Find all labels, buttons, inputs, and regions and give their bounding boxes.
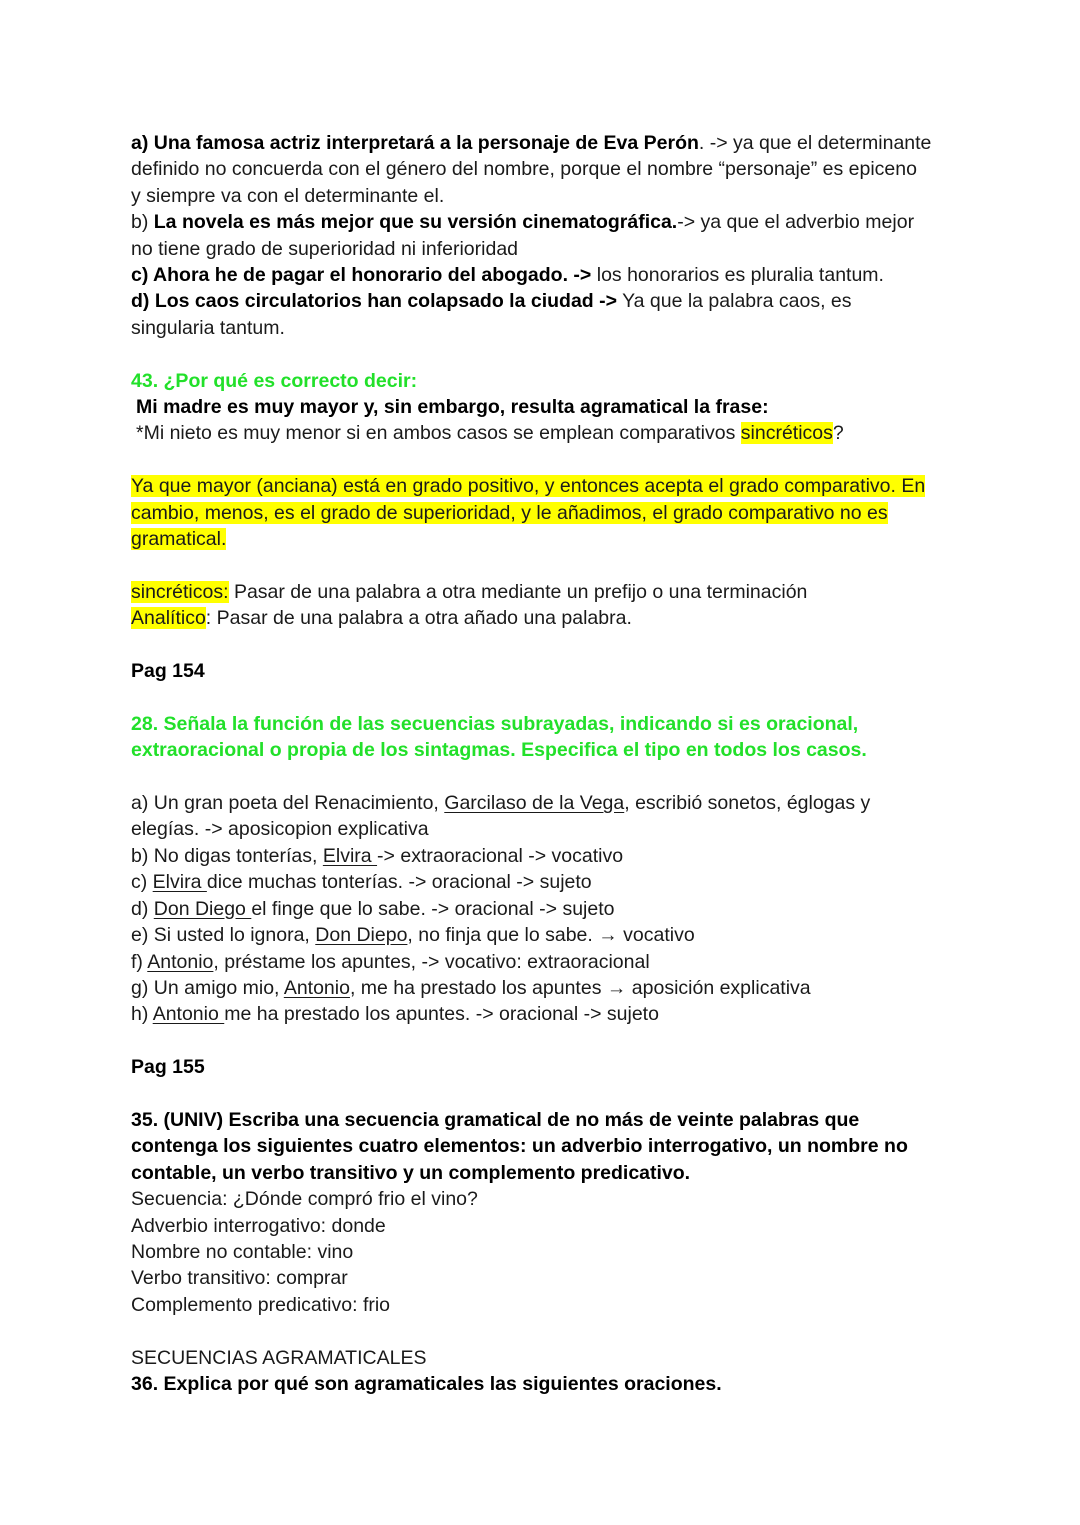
q28-item-g bbox=[131, 975, 971, 1001]
text: -> extraoracional -> vocativo bbox=[377, 844, 624, 867]
text: , no finja que lo sabe. → vocativo bbox=[407, 924, 695, 947]
q43-answer-text: gramatical. bbox=[131, 528, 227, 551]
q35-heading-line3: contable, un verbo transitivo y un complemento predicativo. bbox=[131, 1161, 691, 1184]
q28-heading-line2: extraoracional o propia de los sintagmas. Especifica el tipo en todos los casos. bbox=[131, 739, 867, 762]
definition-text: : Pasar de una palabra a otra añado una palabra. bbox=[205, 607, 632, 630]
underlined-sequence: Don Diepo bbox=[315, 924, 408, 947]
document-page bbox=[131, 130, 971, 1397]
item-a-rest: . -> ya que el determinante bbox=[698, 132, 932, 154]
item-d bbox=[131, 288, 971, 314]
spacer bbox=[131, 632, 971, 658]
underlined-sequence: Elvira bbox=[152, 871, 207, 894]
spacer bbox=[131, 1028, 971, 1054]
text: h) bbox=[131, 1003, 153, 1026]
q43-line3-pre: *Mi nieto es muy menor si en ambos casos se emplean comparativos bbox=[136, 422, 741, 445]
q43-bold-line: Mi madre es muy mayor y, sin embargo, resulta agramatical la frase: bbox=[136, 396, 769, 419]
text: b) No digas tonterías, bbox=[131, 844, 323, 867]
q36-heading: 36. Explica por qué son agramaticales las siguientes oraciones. bbox=[131, 1372, 722, 1395]
q28-item-e bbox=[131, 922, 971, 948]
definition-sincreticos bbox=[131, 579, 971, 605]
text: dice muchas tonterías. -> oracional -> sujeto bbox=[206, 871, 592, 894]
item-d-rest: Ya que la palabra caos, es bbox=[617, 290, 852, 313]
underlined-sequence: Elvira bbox=[322, 844, 378, 867]
q43-answer-text: Ya que mayor (anciana) está en grado positivo, y entonces acepta el grado comparativo. En bbox=[131, 475, 926, 498]
underlined-sequence: Garcilaso de la Vega bbox=[444, 792, 625, 815]
q35-heading-line2: contenga los siguientes cuatro elementos: un adverbio interrogativo, un nombre no bbox=[131, 1135, 908, 1158]
item-a-line3: y siempre va con el determinante el. bbox=[131, 184, 445, 207]
spacer bbox=[131, 684, 971, 710]
item-b-bold: La novela es más mejor que su versión cinematográfica. bbox=[153, 211, 678, 234]
q43-line3-post: ? bbox=[832, 422, 844, 445]
text: f) bbox=[131, 950, 148, 973]
q43-heading: 43. ¿Por qué es correcto decir: bbox=[131, 369, 418, 392]
q28-item-b bbox=[131, 843, 971, 869]
q28-item-a bbox=[131, 790, 971, 816]
q28-item-h bbox=[131, 1001, 971, 1027]
section-title: SECUENCIAS AGRAMATICALES bbox=[131, 1346, 427, 1369]
q43-highlight-sincreticos: sincréticos bbox=[740, 422, 833, 445]
item-c-bold: c) Ahora he de pagar el honorario del abogado. -> bbox=[131, 264, 592, 287]
text: g) Un amigo mio, bbox=[131, 976, 284, 999]
text: e) Si usted lo ignora, bbox=[131, 924, 316, 947]
text: , escribió sonetos, églogas y bbox=[624, 792, 871, 815]
underlined-sequence: Antonio bbox=[152, 1003, 225, 1026]
item-d-bold: d) Los caos circulatorios han colapsado la ciudad -> bbox=[131, 290, 617, 313]
q43-answer-text: cambio, menos, es el grado de superioridad, y le añadimos, el grado comparativo no es bbox=[131, 501, 888, 524]
q35-heading-line1: 35. (UNIV) Escriba una secuencia gramatical de no más de veinte palabras que bbox=[131, 1108, 860, 1131]
item-a bbox=[131, 130, 971, 156]
q35-adverbio: Adverbio interrogativo: donde bbox=[131, 1214, 386, 1237]
text: el finge que lo sabe. -> oracional -> sujeto bbox=[251, 897, 615, 920]
text: a) Un gran poeta del Renacimiento, bbox=[131, 792, 445, 815]
definition-text: Pasar de una palabra a otra mediante un prefijo o una terminación bbox=[228, 580, 808, 603]
definition-term: Analítico bbox=[131, 607, 206, 630]
underlined-sequence: Antonio bbox=[283, 976, 350, 999]
spacer bbox=[131, 552, 971, 578]
item-c bbox=[131, 262, 971, 288]
q28-item-d bbox=[131, 896, 971, 922]
item-c-rest: los honorarios es pluralia tantum. bbox=[591, 264, 884, 287]
text: c) bbox=[131, 871, 153, 894]
q35-complemento: Complemento predicativo: frio bbox=[131, 1293, 391, 1316]
q35-secuencia: Secuencia: ¿Dónde compró frio el vino? bbox=[131, 1188, 478, 1211]
item-d-line2: singularia tantum. bbox=[131, 316, 285, 339]
q35-nombre: Nombre no contable: vino bbox=[131, 1240, 354, 1263]
page-ref-154: Pag 154 bbox=[131, 660, 205, 683]
spacer bbox=[131, 447, 971, 473]
text: , préstame los apuntes, -> vocativo: extraoracional bbox=[213, 950, 650, 973]
underlined-sequence: Antonio bbox=[147, 950, 214, 973]
item-a-bold: a) Una famosa actriz interpretará a la personaje de Eva Perón bbox=[131, 132, 699, 154]
underlined-sequence: Don Diego bbox=[153, 897, 252, 920]
item-b-rest: -> ya que el adverbio mejor bbox=[677, 211, 915, 234]
page-ref-155: Pag 155 bbox=[131, 1056, 205, 1079]
spacer bbox=[131, 1081, 971, 1107]
q43-answer-line2 bbox=[131, 500, 971, 526]
text: me ha prestado los apuntes. -> oracional -> sujeto bbox=[224, 1003, 659, 1026]
text: , me ha prestado los apuntes → aposición explicativa bbox=[349, 976, 811, 999]
q28-item-c bbox=[131, 869, 971, 895]
spacer bbox=[131, 341, 971, 367]
item-b bbox=[131, 209, 971, 235]
item-b-prefix: b) bbox=[131, 211, 154, 234]
item-a-line2: definido no concuerda con el género del nombre, porque el nombre “personaje” es epiceno bbox=[131, 158, 917, 181]
q28-item-a-line2: elegías. -> aposicopion explicativa bbox=[131, 818, 429, 841]
q28-item-f bbox=[131, 949, 971, 975]
q43-answer-line3 bbox=[131, 526, 971, 552]
text: d) bbox=[131, 897, 154, 920]
q35-verbo: Verbo transitivo: comprar bbox=[131, 1267, 348, 1290]
spacer bbox=[131, 764, 971, 790]
q43-answer-line1 bbox=[131, 473, 971, 499]
definition-term: sincréticos: bbox=[131, 580, 229, 603]
item-b-line2: no tiene grado de superioridad ni inferioridad bbox=[131, 237, 519, 260]
definition-analitico bbox=[131, 605, 971, 631]
q43-line3 bbox=[131, 420, 971, 446]
q28-heading-line1: 28. Señala la función de las secuencias subrayadas, indicando si es oracional, bbox=[131, 712, 859, 735]
spacer bbox=[131, 1318, 971, 1344]
